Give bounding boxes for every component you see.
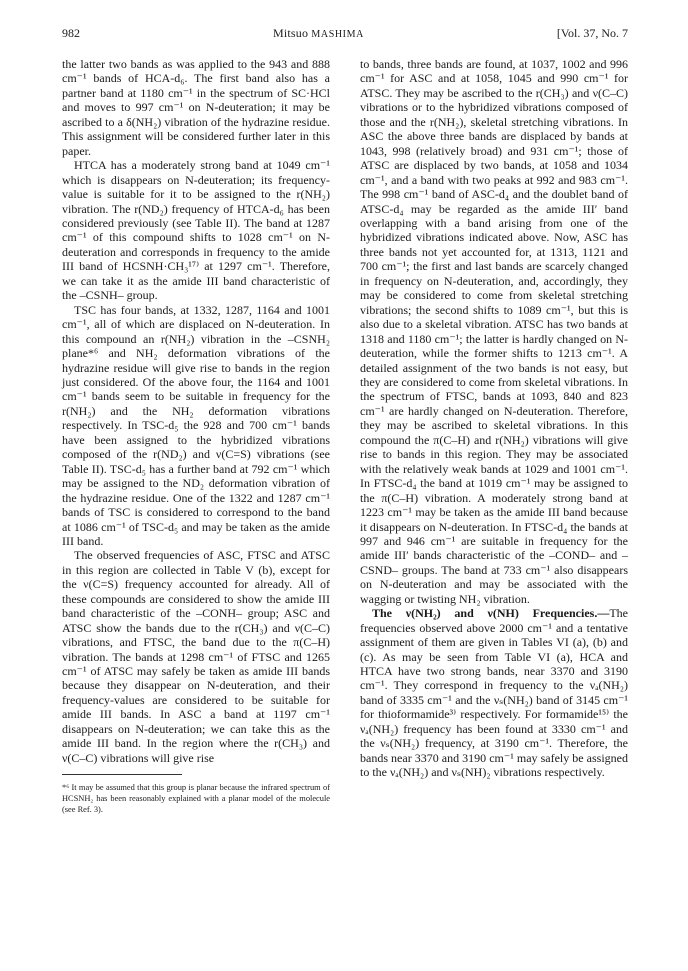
- section-text: The frequencies observed above 2000 cm⁻¹ and a tentative assignment of them are given in Tables VI (a), (b) and (c). As may be seen from Table VI (a), HCA and HTCA have two strong bands, near 3370 and 3190 cm⁻¹. They correspond in frequency to the νₐ(NH₂) band of 3335 cm⁻¹ and the νₛ(NH₂) band of 3145 cm⁻¹ for thioformamide³⁾ respectively. For formamide¹⁵⁾ the νₐ(NH₂) frequency has been found at 3330 cm⁻¹ and the νₛ(NH₂) frequency, at 3190 cm⁻¹. Therefore, the bands near 3370 and 3190 cm⁻¹ may safely be assigned to the νₐ(NH₂) and νₛ(NH)₂ vibrations respectively.: [360, 606, 628, 780]
- volume-issue: [Vol. 37, No. 7: [556, 26, 628, 40]
- section-heading: The ν(NH₂) and ν(NH) Frequencies.—: [372, 606, 610, 621]
- paragraph: to bands, three bands are found, at 1037, 1002 and 996 cm⁻¹ for ASC and at 1058, 1045 and 990 cm⁻¹ for ATSC. They may be ascribed to the r(CH₃) and ν(C–C) vibrations or to the hybridized vibrations composed of those and the r(NH₂), skeletal stretching vibrations. In ASC the above three bands are displaced by bands at 1043, 998 (relatively broad) and 931 cm⁻¹; those of ATSC are displaced by two bands, at 1058 and 1034 cm⁻¹, and a band with two peaks at 992 and 983 cm⁻¹. The 998 cm⁻¹ band of ASC-d₄ and the doublet band of ATSC-d₄ may be regarded as the amide III′ band overlapping with a band arising from one of the hybridized vibrations indicated above. Now, ASC has three bands not yet accounted for, at 1313, 1121 and 700 cm⁻¹; the first and last bands are scarcely changed in frequency on N-deuteration, and, accordingly, they may be considered to come from skeletal stretching vibrations; the second shifts to 1089 cm⁻¹, but this is also due to a skeletal vibration. ATSC has two bands at 1318 and 1180 cm⁻¹; the latter is hardly changed on N-deuteration, while the former shifts to 1213 cm⁻¹. A detailed assignment of the two bands is not easy, but they are considered to come from skeletal vibrations. In the spectrum of FTSC, bands at 1093, 840 and 823 cm⁻¹ are hardly changed on N-deuteration. Therefore, they may be ascribed to skeletal vibrations. In this compound the π(C–H) and r(NH₂) vibrations will give rise to bands in this region. They may be associated with the relatively weak bands at 1029 and 1001 cm⁻¹. In FTSC-d₄ the band at 1019 cm⁻¹ may be assigned to the π(C–H) vibration. A moderately strong band at 1223 cm⁻¹ may be taken as the amide III band because it disappears on N-deuteration. In FTSC-d₄ the bands at 997 and 946 cm⁻¹ are suitable in frequency for the amide III′ bands characteristic of the –COND– and –CSND– groups. The band at 733 cm⁻¹ also disappears on N-deuteration and may be associated with the wagging or twisting NH₂ vibration.: [360, 57, 628, 606]
- author-first-name: Mitsuo: [272, 26, 309, 40]
- running-author: [273, 26, 364, 41]
- author-last-name: MASHIMA: [311, 29, 364, 40]
- paragraph: HTCA has a moderately strong band at 1049 cm⁻¹ which is disappears on N-deuteration; its frequency-value is suitable for it to be assigned to the r(NH₂) vibration. The r(ND₂) frequency of HTCA-d₆ has been considered previously (see Table II). The band at 1287 cm⁻¹ of this compound shifts to 1028 cm⁻¹ on N-deuteration and corresponds in frequency to the amide III band of HCSNH·CH₃¹⁷⁾ at 1297 cm⁻¹. Therefore, we can take it as the amide III band characteristic of the –CSNH– group.: [62, 158, 330, 303]
- right-column: [360, 57, 628, 780]
- paragraph: The observed frequencies of ASC, FTSC and ATSC in this region are collected in Table V (b), except for the ν(C=S) frequency accounted for already. All of these compounds are considered to show the amide III band characteristic of the –CONH– group; ASC and ATSC show the bands due to the r(CH₃) and ν(C–C) vibrations, and FTSC, the band due to the π(C–H) vibration. The bands at 1298 cm⁻¹ of FTSC and 1265 cm⁻¹ of ATSC may safely be taken as amide III bands because they disappear on N-deuteration, and their frequency-values are considered to be suitable for amide III bands. In ASC a band at 1197 cm⁻¹ disappears on N-deuteration; we can take this as the amide III band. In the region where the r(CH₃) and ν(C–C) vibrations will give rise: [62, 548, 330, 765]
- left-column: [62, 57, 330, 815]
- paragraph: the latter two bands as was applied to the 943 and 888 cm⁻¹ bands of HCA-d₆. The first band also has a partner band at 1180 cm⁻¹ in the spectrum of SC·HCl and moves to 997 cm⁻¹ on N-deuteration; it may be ascribed to a δ(NH₂) vibration of the hydrazine residue. This assignment will be considered further later in this paper.: [62, 57, 330, 158]
- footnote-divider: [62, 774, 182, 775]
- page-number: 982: [62, 26, 80, 40]
- paragraph: TSC has four bands, at 1332, 1287, 1164 and 1001 cm⁻¹, all of which are displaced on N-deuteration. In this compound an r(NH₂) vibration in the –CSNH₂ plane*⁶ and NH₂ deformation vibrations of the hydrazine residue will give rise to bands in the region just considered. Of the above four, the 1164 and 1001 cm⁻¹ bands seem to be suitable in frequency for the r(NH₂) and the NH₂ deformation vibrations respectively. In TSC-d₅ the 928 and 700 cm⁻¹ bands have been assigned to the hybridized vibrations composed of the r(ND₂) and ν(C=S) vibrations (see Table II). TSC-d₅ has a further band at 792 cm⁻¹ which may be assigned to the ND₂ deformation vibration of the hydrazine residue. One of the 1322 and 1287 cm⁻¹ bands of TSC is considered to correspond to the band at 1086 cm⁻¹ of TSC-d₅ and may be taken as the amide III band.: [62, 302, 330, 548]
- footnote: *⁶ It may be assumed that this group is planar because the infrared spectrum of HCSNH₂ has been reasonably explained with a planar model of the molecule (see Ref. 3).: [62, 783, 330, 815]
- running-header: [62, 26, 628, 44]
- section-paragraph: [360, 606, 628, 779]
